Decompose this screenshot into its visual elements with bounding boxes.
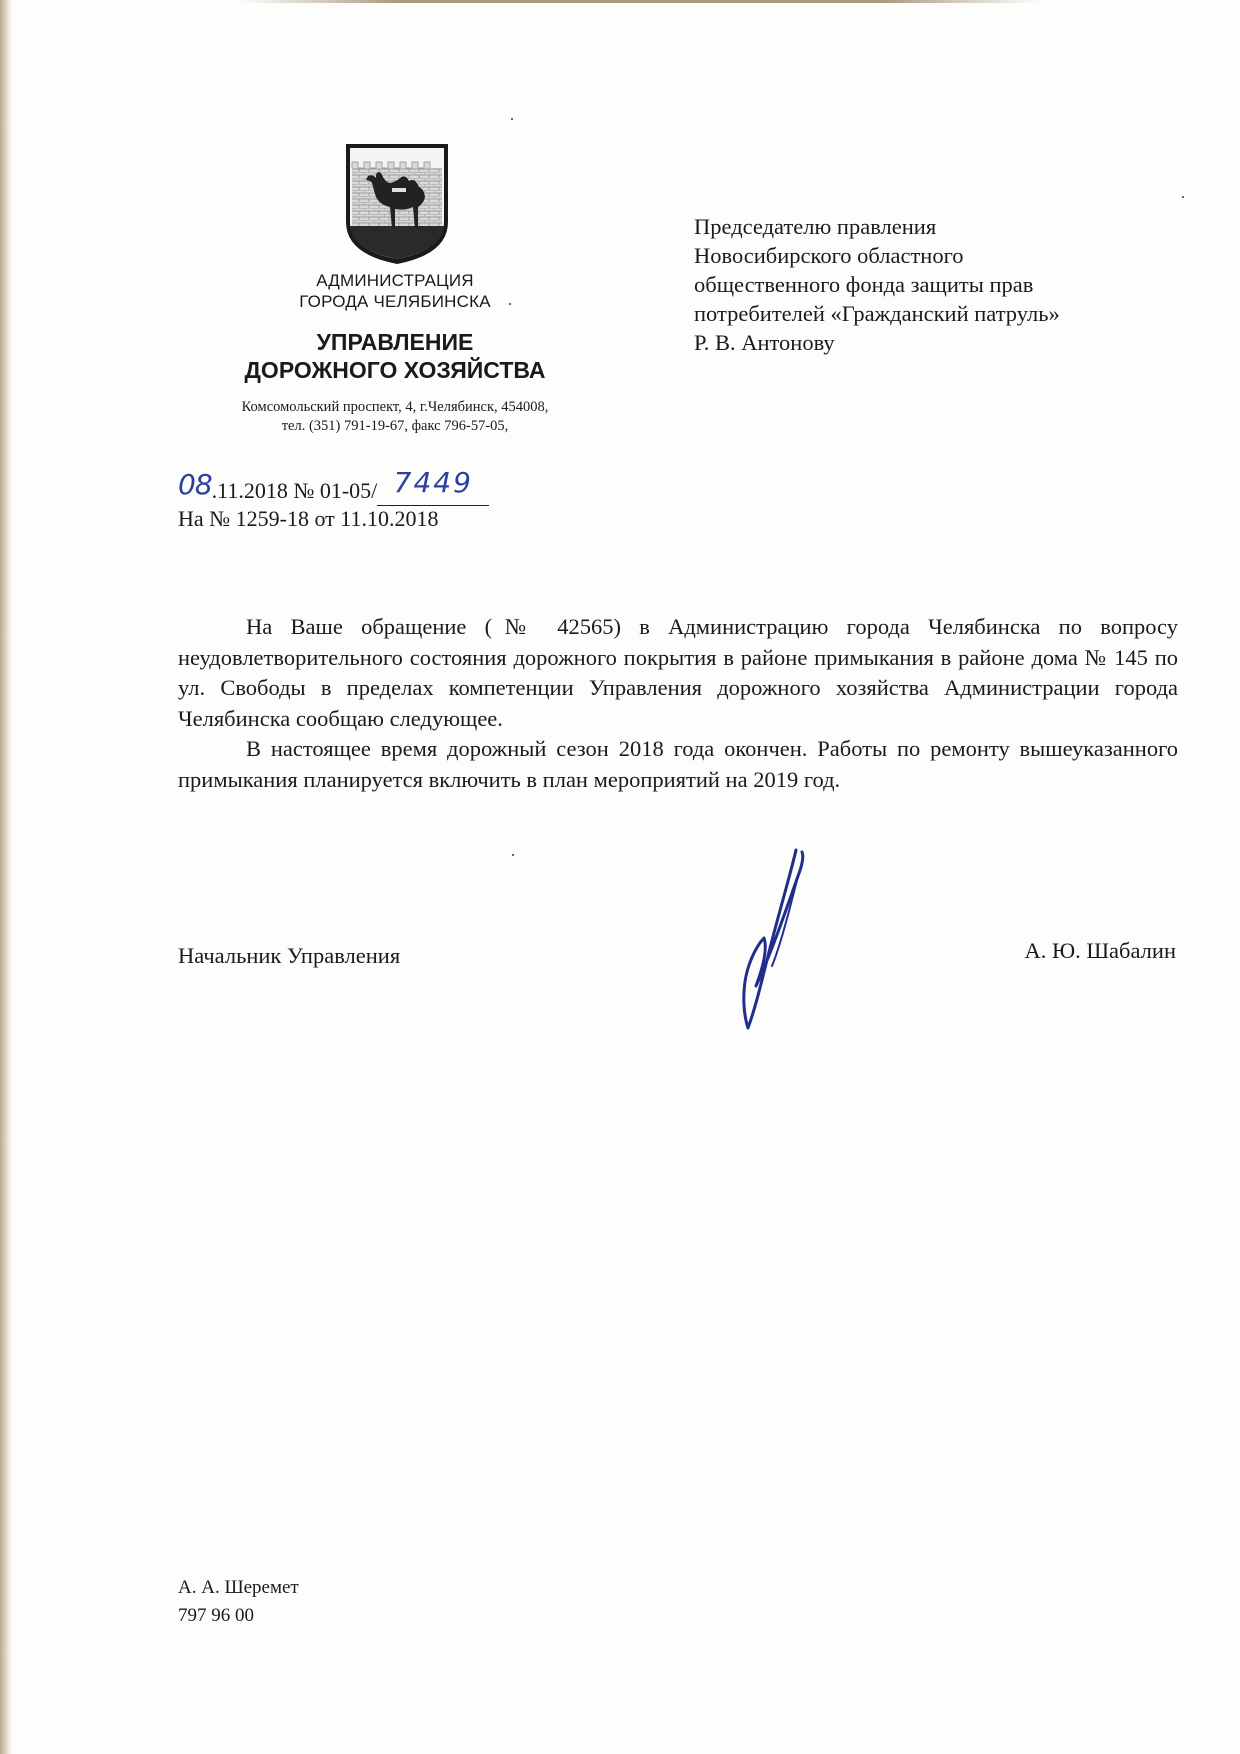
- handwritten-date-day: 08: [178, 468, 212, 501]
- body-paragraph: На Ваше обращение (№ 42565) в Администрацию города Челябинска по вопросу неудовлетворительного состояния дорожного покрытия в районе примыкания в районе дома № 145 по ул. Свободы в пределах компетенции Управления дорожного хозяйства Администрации города Челябинска сообщаю следующее.: [178, 614, 1178, 731]
- camel-coat-of-arms-icon: [344, 142, 450, 266]
- handwritten-reference-number: 7449: [393, 466, 473, 499]
- reference-number-field: [377, 466, 489, 506]
- scan-speck: [1182, 196, 1184, 198]
- executor-phone: 797 96 00: [178, 1605, 254, 1626]
- letter-body: [178, 612, 1178, 795]
- outgoing-reference: [178, 466, 489, 506]
- scan-speck: [511, 118, 513, 120]
- scan-edge-top: [240, 0, 1040, 3]
- org-admin-name: АДМИНИСТРАЦИЯ: [316, 271, 474, 290]
- body-paragraph: В настоящее время дорожный сезон 2018 года окончен. Работы по ремонту вышеуказанного примыкания планируется включить в план мероприятий на 2019 год.: [178, 736, 1178, 792]
- addressee-block: [694, 212, 1060, 357]
- scan-speck: [509, 303, 511, 305]
- handwritten-signature-icon: [718, 846, 828, 1036]
- department-name-line-1: УПРАВЛЕНИЕ: [316, 329, 474, 355]
- org-contacts: тел. (351) 791-19-67, факс 796-57-05,: [281, 418, 509, 434]
- addressee-line: потребителей «Гражданский патруль»: [694, 301, 1060, 326]
- scan-edge: [0, 0, 12, 1754]
- addressee-line: Новосибирского областного: [694, 243, 964, 268]
- org-city-name: ГОРОДА ЧЕЛЯБИНСКА: [299, 292, 491, 311]
- addressee-line: Р. В. Антонову: [694, 330, 835, 355]
- reply-reference: На № 1259-18 от 11.10.2018: [178, 506, 439, 531]
- executor-name: А. А. Шеремет: [178, 1577, 299, 1598]
- signatory-role: Начальник Управления: [178, 943, 401, 968]
- addressee-line: Председателю правления: [694, 214, 937, 239]
- reference-date-number: .11.2018 № 01-05/: [211, 478, 378, 503]
- scan-speck: [512, 854, 514, 856]
- org-address: Комсомольский проспект, 4, г.Челябинск, 454008,: [241, 399, 549, 415]
- signatory-name: А. Ю. Шабалин: [1024, 938, 1176, 963]
- department-name-line-2: ДОРОЖНОГО ХОЗЯЙСТВА: [244, 357, 546, 383]
- addressee-line: общественного фонда защиты прав: [694, 272, 1034, 297]
